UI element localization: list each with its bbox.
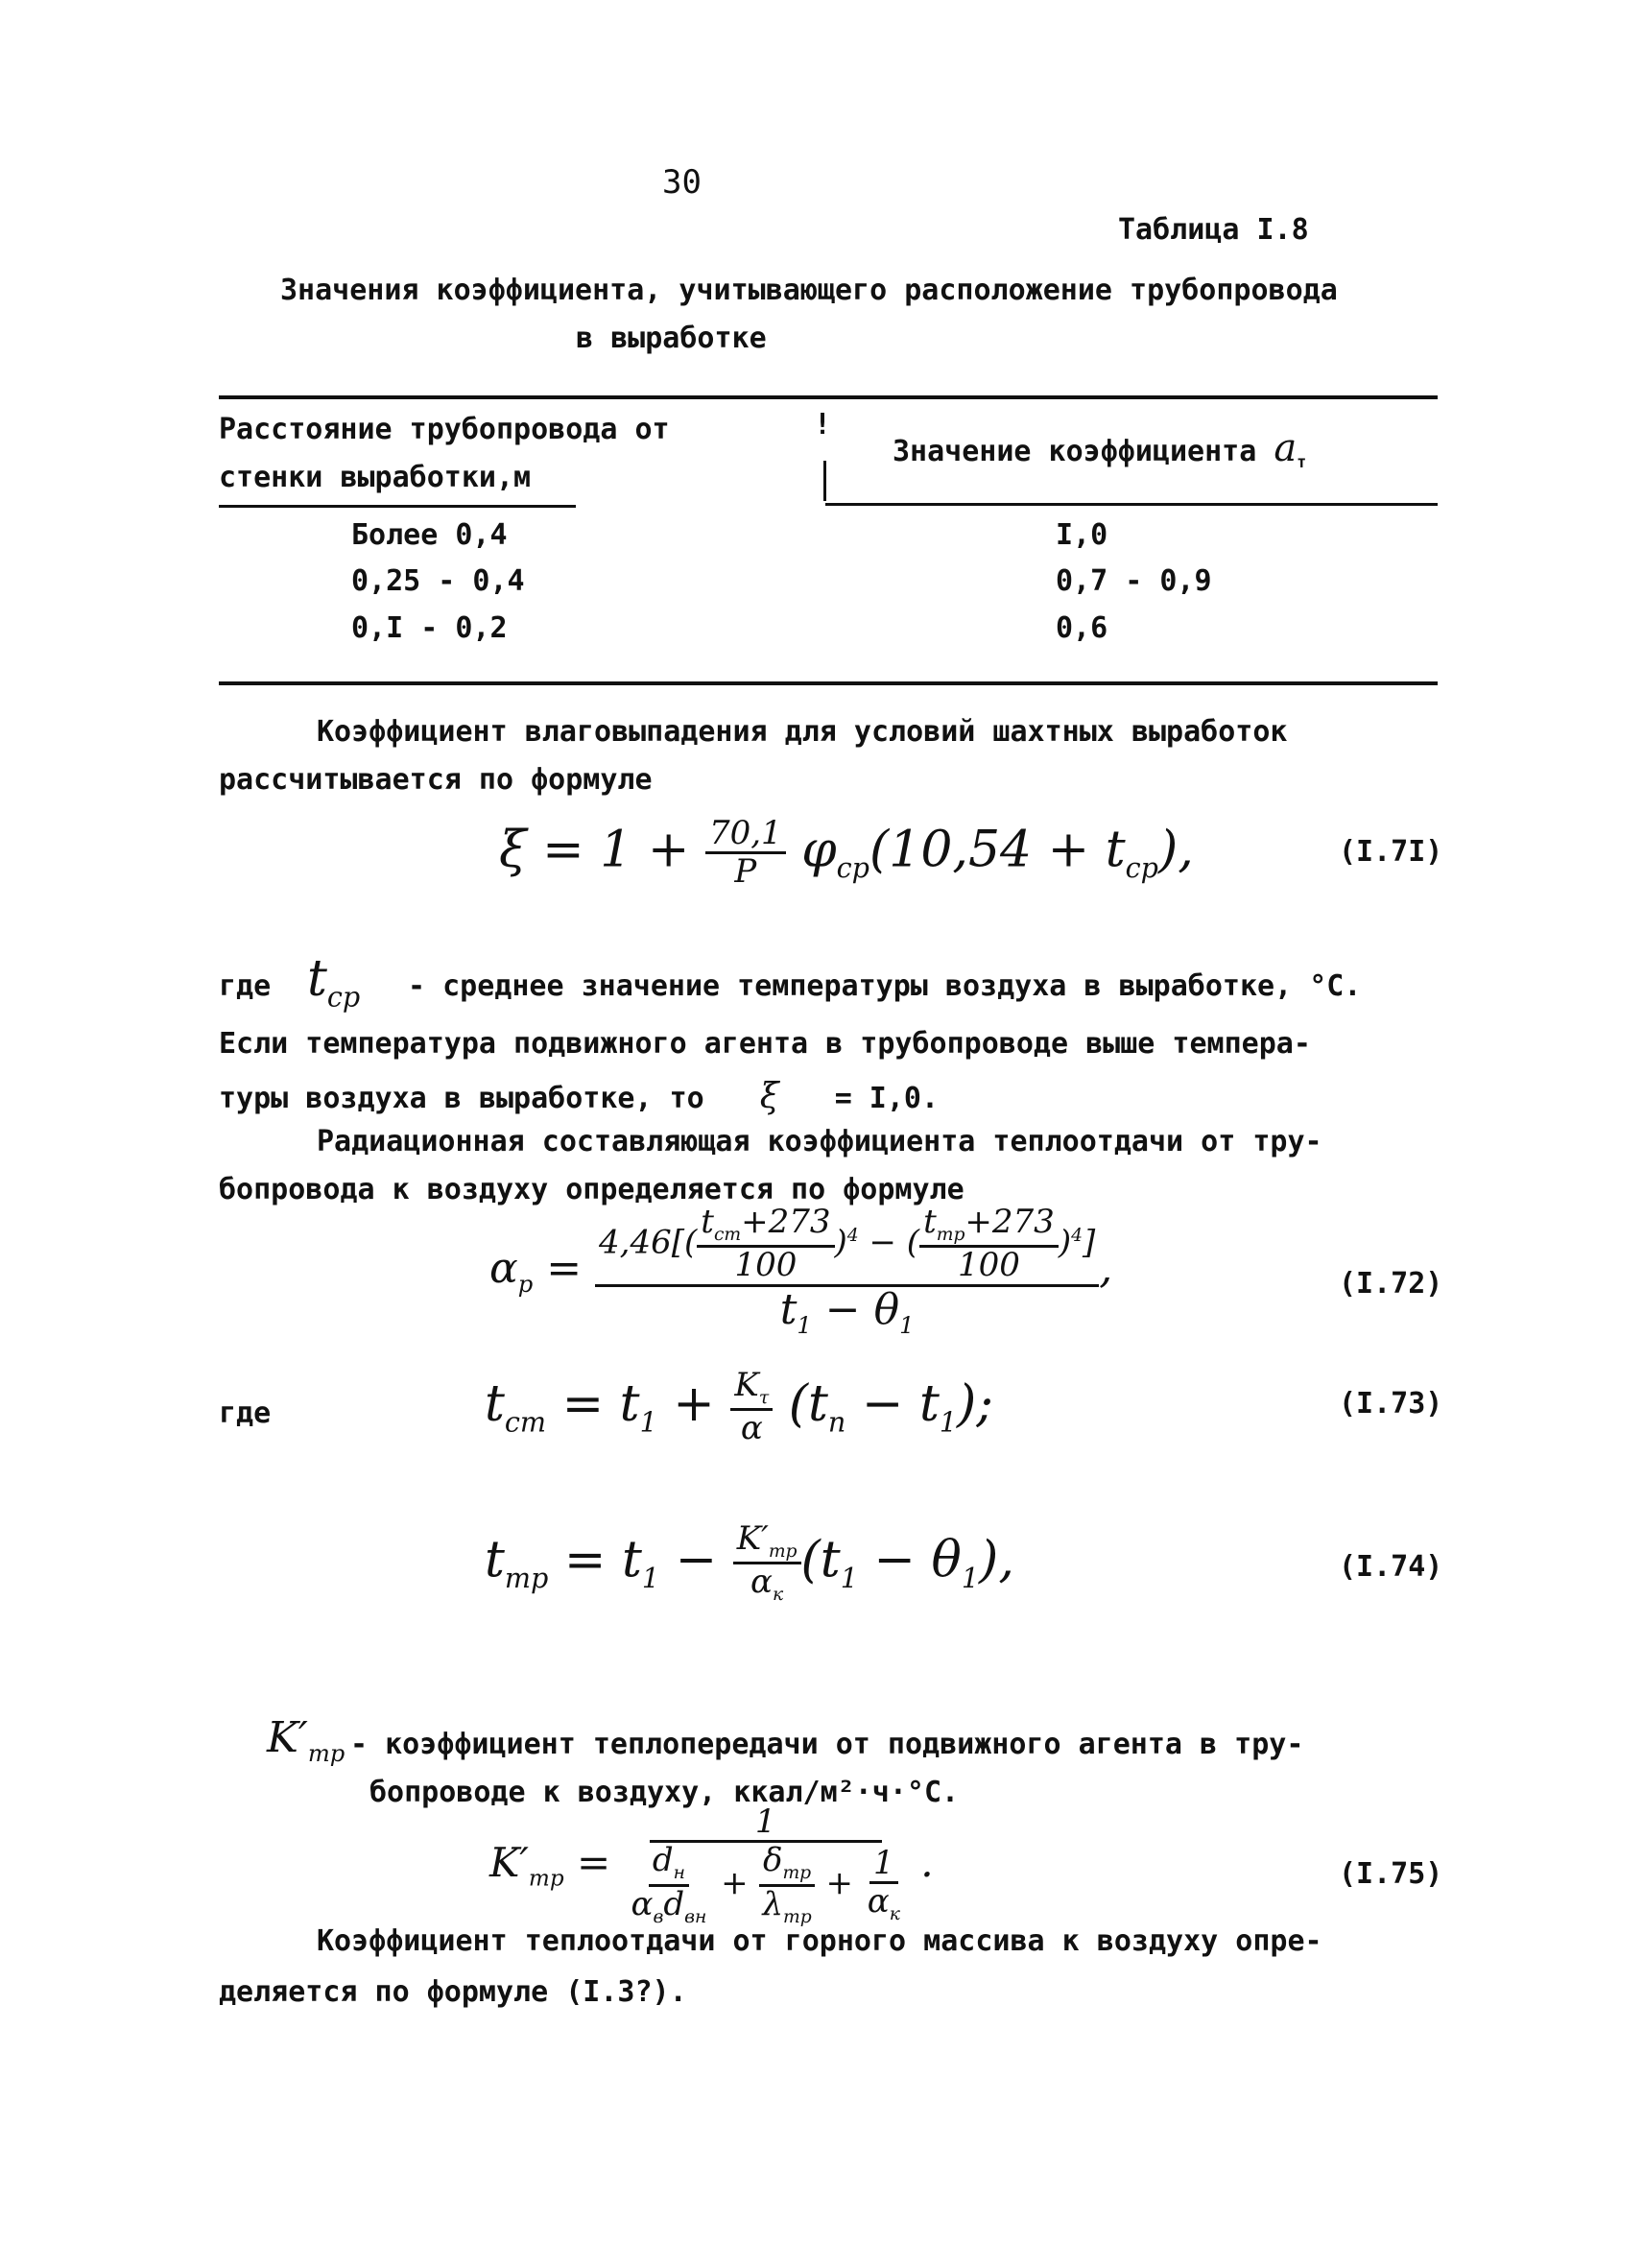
equation-1-71: ξ = 1 + $\frac{70,1}{P}$ $\varphi_{ср}(10,54 + t_{ср})$, xyxy=(499,814,1194,892)
page-number: 30 xyxy=(662,163,702,202)
para2-line1: Если температура подвижного агента в трубопроводе выше темпера- xyxy=(219,1027,1311,1061)
where1-label: где xyxy=(219,969,272,1003)
table-header-col2 xyxy=(893,426,1306,471)
xi-symbol: ξ xyxy=(759,1077,779,1116)
ktr-def-line1: - коэффициент теплопередачи от подвижного агента в тру- xyxy=(350,1728,1304,1761)
t-symbol: t xyxy=(307,950,327,1008)
ktr-def-line2: бопроводе к воздуху, ккал/м²·ч·°С. xyxy=(369,1776,960,1809)
para1-line2: рассчитывается по формуле xyxy=(219,763,653,797)
table-header-separator-line xyxy=(823,461,826,501)
table-row-1-distance: Более 0,4 xyxy=(351,518,508,552)
equation-1-73-number: (I.73) xyxy=(1339,1387,1443,1420)
where1-description: - среднее значение температуры воздуха в выработке, xyxy=(408,969,1293,1003)
para2-line2-value: = I,0. xyxy=(834,1082,940,1115)
para4-line1: Коэффициент теплоотдачи от горного массива к воздуху опре- xyxy=(317,1924,1322,1958)
equation-1-75-number: (I.75) xyxy=(1339,1857,1443,1891)
table-row-2-distance: 0,25 - 0,4 xyxy=(351,564,525,598)
para1-line1: Коэффициент влаговыпадения для условий шахтных выработок xyxy=(317,715,1288,749)
para2-line2-text: туры воздуха в выработке, то xyxy=(219,1082,704,1115)
table-title-line2: в выработке xyxy=(576,322,767,355)
ktr-symbol: $K'_{тр}$ xyxy=(267,1713,345,1767)
para4-line2: деляется по формуле (I.3?). xyxy=(219,1975,687,2009)
equation-1-72-number: (I.72) xyxy=(1339,1267,1443,1301)
table-row-2-value: 0,7 - 0,9 xyxy=(1056,564,1212,598)
table-top-rule xyxy=(219,395,1438,399)
table-header-rule-right xyxy=(825,503,1438,506)
table-header-rule-left xyxy=(219,505,576,508)
where2-label: где xyxy=(219,1397,272,1430)
table-row-3-value: 0,6 xyxy=(1056,611,1108,645)
equation-1-74-number: (I.74) xyxy=(1339,1550,1443,1584)
table-bottom-rule xyxy=(219,681,1438,685)
table-header-col1-line1: Расстояние трубопровода от xyxy=(219,413,670,446)
equation-1-75: $K'_{тр}$ = 1 $\frac{d_н}{\alpha_вd_{вн}}$ + $\frac{\delta_{тр}}{\lambda_{тр}}$ + $\frac{1}{\alpha_к}$ . xyxy=(489,1802,934,1927)
table-header-col1-line2: стенки выработки,м xyxy=(219,461,532,494)
table-label: Таблица I.8 xyxy=(1118,213,1309,247)
equation-1-73: $t_{cm} = t_1$ + $\frac{K_\tau}{\alpha}$ $(t_п - t_1)$; xyxy=(485,1366,993,1448)
table-title-line1: Значения коэффициента, учитывающего расположение трубопровода xyxy=(280,274,1338,307)
equation-1-71-number: (I.7I) xyxy=(1339,835,1443,869)
coefficient-symbol: a xyxy=(1274,426,1298,470)
where1-symbol xyxy=(307,950,360,1013)
table-row-3-distance: 0,I - 0,2 xyxy=(351,611,508,645)
equation-1-74: $t_{тр} = t_1$ − $\frac{K'_{тр}}{\alpha_к}$ $(t_1 - \theta_1)$, xyxy=(485,1519,1014,1606)
para3-line1: Радиационная составляющая коэффициента теплоотдачи от тру- xyxy=(317,1125,1322,1158)
table-header-col2-label: Значение коэффициента xyxy=(893,435,1257,468)
where1-unit: °С. xyxy=(1309,969,1362,1003)
para2-line2 xyxy=(219,1077,939,1116)
t-subscript: ср xyxy=(326,980,361,1014)
table-row-1-value: I,0 xyxy=(1056,518,1108,552)
para3-line2: бопровода к воздуху определяется по формуле xyxy=(219,1173,964,1206)
where1-text xyxy=(408,969,1361,1003)
coefficient-subscript: т xyxy=(1297,453,1307,471)
equation-1-72: $\alpha_р$ = 4,46[( $\frac{t_{cm}+273}{100}$ )$^4$ − ( $\frac{t_{тр}+273}{100}$ )$^4$] $t_1 - \theta_1$ , xyxy=(489,1203,1113,1339)
table-header-separator: ! xyxy=(814,408,832,442)
